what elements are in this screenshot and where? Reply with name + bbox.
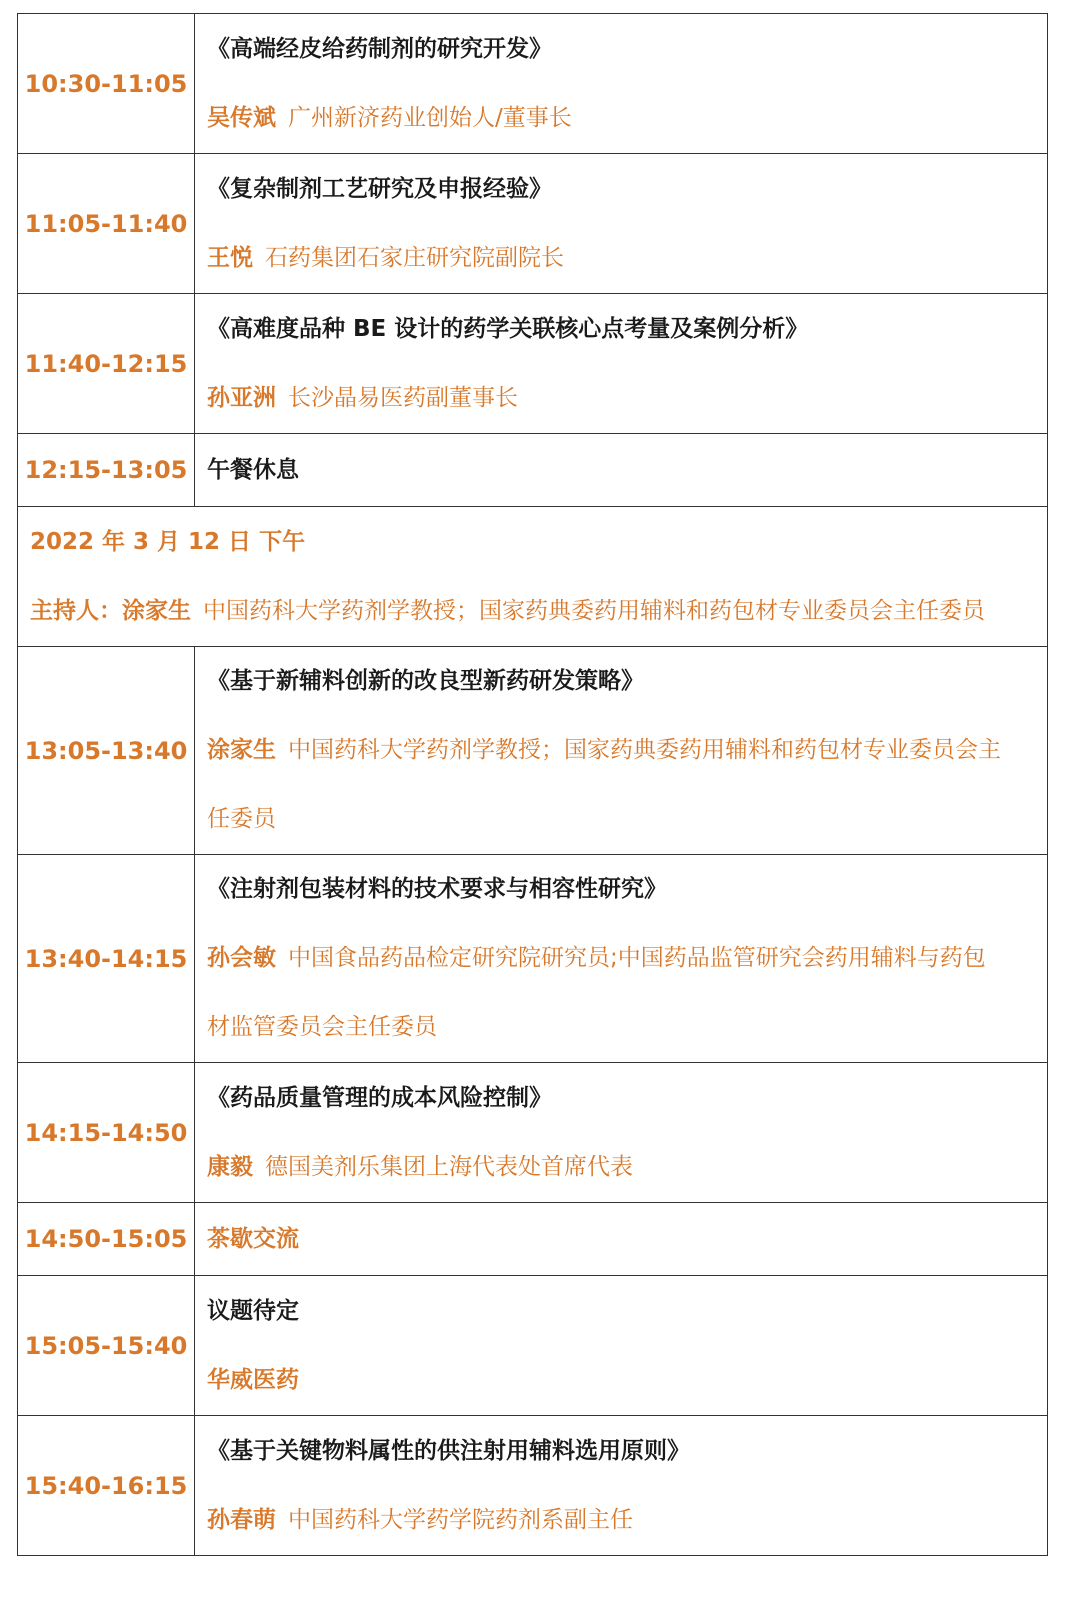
time-cell: 14:50-15:05 [18, 1203, 195, 1276]
agenda-table [17, 13, 1048, 1556]
break-label: 茶歇交流 [207, 1225, 299, 1252]
table-row [18, 647, 1048, 855]
speaker-name: 孙亚洲 [207, 384, 276, 411]
time-cell: 10:30-11:05 [18, 14, 195, 154]
table-row [18, 1416, 1048, 1556]
content-cell [195, 154, 1048, 294]
speaker-line [207, 364, 1039, 433]
session-header [18, 507, 1048, 647]
content-cell [195, 1276, 1048, 1416]
talk-title: 《基于关键物料属性的供注射用辅料选用原则》 [207, 1437, 690, 1464]
speaker-name: 孙会敏 [207, 945, 276, 971]
speaker-role: 中国食品药品检定研究院研究员;中国药品监管研究会药用辅料与药包 [288, 945, 986, 971]
speaker-line [207, 716, 1039, 785]
speaker-line [207, 1133, 1039, 1202]
agenda-sheet [17, 13, 1048, 1556]
speaker-role: 石药集团石家庄研究院副院长 [265, 244, 564, 271]
speaker-name: 康毅 [207, 1153, 253, 1180]
table-row [18, 14, 1048, 154]
content-cell [195, 855, 1048, 1063]
break-label: 午餐休息 [207, 456, 299, 483]
speaker-role: 广州新济药业创始人/董事长 [288, 104, 572, 131]
speaker-name: 王悦 [207, 244, 253, 271]
table-row [18, 1276, 1048, 1416]
talk-title: 《高难度品种 BE 设计的药学关联核心点考量及案例分析》 [207, 315, 809, 342]
speaker-line [207, 1486, 1039, 1555]
content-cell [195, 647, 1048, 855]
time-cell: 15:40-16:15 [18, 1416, 195, 1556]
content-cell [195, 434, 1048, 507]
speaker-role: 中国药科大学药剂学教授；国家药典委药用辅料和药包材专业委员会主 [288, 737, 1001, 763]
table-row [18, 294, 1048, 434]
content-cell [195, 14, 1048, 154]
session-date: 2022 年 3 月 12 日 下午 [30, 528, 306, 555]
speaker-line [207, 224, 1039, 293]
speaker-role-continued: 任委员 [207, 806, 276, 832]
speaker-role: 中国药科大学药学院药剂系副主任 [288, 1506, 633, 1533]
table-row [18, 1063, 1048, 1203]
host-role: 中国药科大学药剂学教授；国家药典委药用辅料和药包材专业委员会主任委员 [203, 597, 985, 624]
talk-title: 《注射剂包装材料的技术要求与相容性研究》 [207, 876, 667, 902]
speaker-name: 吴传斌 [207, 104, 276, 131]
talk-title: 《高端经皮给药制剂的研究开发》 [207, 35, 552, 62]
speaker-name: 涂家生 [207, 737, 276, 763]
content-cell [195, 1063, 1048, 1203]
content-cell [195, 1203, 1048, 1276]
table-row [18, 154, 1048, 294]
talk-title: 《复杂制剂工艺研究及申报经验》 [207, 175, 552, 202]
speaker-role-continued: 材监管委员会主任委员 [207, 1014, 437, 1040]
talk-title: 《药品质量管理的成本风险控制》 [207, 1084, 552, 1111]
time-cell: 15:05-15:40 [18, 1276, 195, 1416]
time-cell: 13:05-13:40 [18, 647, 195, 855]
time-cell: 11:40-12:15 [18, 294, 195, 434]
time-cell: 11:05-11:40 [18, 154, 195, 294]
speaker-role: 长沙晶易医药副董事长 [288, 384, 518, 411]
speaker-name: 华威医药 [207, 1366, 299, 1393]
table-row [18, 434, 1048, 507]
speaker-role: 德国美剂乐集团上海代表处首席代表 [265, 1153, 633, 1180]
time-cell: 13:40-14:15 [18, 855, 195, 1063]
host-line [30, 577, 1047, 646]
content-cell [195, 294, 1048, 434]
content-cell [195, 1416, 1048, 1556]
talk-title: 议题待定 [207, 1297, 299, 1324]
table-row [18, 1203, 1048, 1276]
host-label: 主持人：涂家生 [30, 597, 191, 624]
speaker-line [207, 84, 1039, 153]
talk-title: 《基于新辅料创新的改良型新药研发策略》 [207, 668, 644, 694]
speaker-line [207, 924, 1039, 993]
time-cell: 12:15-13:05 [18, 434, 195, 507]
table-row [18, 855, 1048, 1063]
time-cell: 14:15-14:50 [18, 1063, 195, 1203]
speaker-name: 孙春萌 [207, 1506, 276, 1533]
session-header-row [18, 507, 1048, 647]
